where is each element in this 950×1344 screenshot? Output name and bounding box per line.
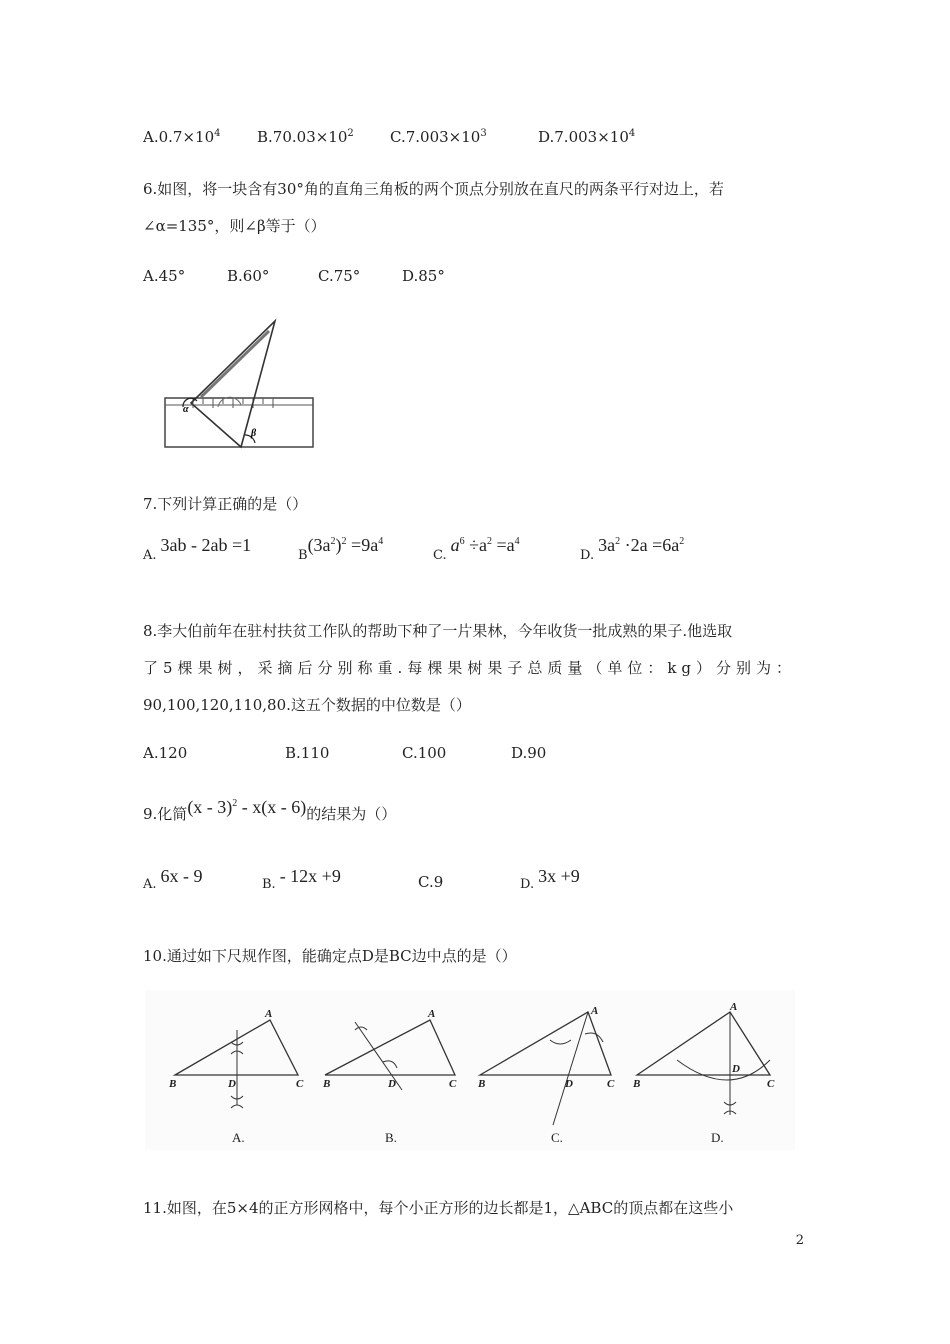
q9-option-b: B. - 12x +9 — [262, 866, 341, 892]
svg-text:C: C — [296, 1078, 304, 1090]
q7-stem: 7.下列计算正确的是（） — [143, 495, 308, 513]
q6-stem-line1: 6.如图，将一块含有30°角的直角三角板的两个顶点分别放在直尺的两条平行对边上，若 — [143, 180, 724, 198]
page-number: 2 — [795, 1233, 804, 1248]
q5-option-a: $A.0.7\times 10^4$ — [143, 128, 221, 146]
q8-option-c: C.100 — [402, 744, 447, 762]
q8-stem-line1: 8.李大伯前年在驻村扶贫工作队的帮助下种了一片果林，今年收货一批成熟的果子.他选取 — [143, 622, 733, 640]
svg-text:A: A — [265, 1008, 273, 1020]
q6-stem-line2: ∠α=135°，则∠β等于（） — [143, 217, 326, 235]
svg-text:C: C — [767, 1078, 775, 1090]
q7-option-b: $B(3a^2)^2 =9a^4$ — [298, 535, 384, 563]
svg-text:C: C — [607, 1078, 615, 1090]
alpha-label: α — [183, 404, 189, 415]
q8-option-a: A.120 — [143, 744, 188, 762]
q9-option-a: A. 6x - 9 — [143, 866, 203, 892]
q10-stem: 10.通过如下尺规作图，能确定点D是BC边中点的是（） — [143, 947, 517, 965]
svg-text:B: B — [633, 1078, 641, 1090]
svg-text:C: C — [449, 1078, 457, 1090]
q8-stem-line3: 90,100,120,110,80.这五个数据的中位数是（） — [143, 696, 471, 714]
q6-option-b: B.60° — [227, 267, 270, 285]
svg-text:A: A — [730, 1001, 738, 1013]
q9-option-c: C.9 — [418, 873, 444, 891]
q6-option-a: A.45° — [143, 267, 186, 285]
q11-stem-line1: 11.如图，在5×4的正方形网格中，每个小正方形的边长都是1，△ABC的顶点都在这些小 — [143, 1199, 734, 1217]
q6-option-c: C.75° — [318, 267, 361, 285]
q8-option-d: D.90 — [511, 744, 547, 762]
svg-text:B: B — [169, 1078, 177, 1090]
svg-text:D: D — [732, 1063, 740, 1075]
q7-option-d: $D.3a^2 \cdot 2a =6a^2$ — [580, 535, 685, 563]
q5-option-b: $B.70.03\times 10^2$ — [257, 128, 354, 146]
caption-a: A. — [232, 1130, 245, 1145]
q9-stem: 9.化简(x - 3)$^2$ - x(x - 6)的结果为（） — [143, 797, 397, 823]
q8-stem-line2: 了5棵果树，采摘后分别称重.每棵果树果子总质量（单位：kg）分别为： — [143, 659, 797, 677]
svg-text:D: D — [565, 1078, 573, 1090]
svg-text:A: A — [591, 1005, 599, 1017]
caption-c: C. — [551, 1130, 563, 1145]
q9-option-d: D. 3x +9 — [520, 866, 580, 892]
q7-option-c: $C.a^6 \div a^2 =a^4$ — [433, 535, 520, 563]
q7-option-a: A.3ab - 2ab =1 — [143, 535, 252, 563]
caption-d: D. — [711, 1130, 724, 1145]
svg-text:D: D — [228, 1078, 236, 1090]
q8-option-b: B.110 — [285, 744, 330, 762]
q5-option-c: $C.7.003\times 10^3$ — [390, 128, 487, 146]
svg-text:B: B — [478, 1078, 486, 1090]
beta-label: β — [251, 428, 257, 439]
q5-option-d: $D.7.003\times 10^4$ — [538, 128, 636, 146]
svg-text:D: D — [388, 1078, 396, 1090]
q6-figure-ruler-triangle — [163, 315, 318, 453]
svg-text:B: B — [323, 1078, 331, 1090]
q6-option-d: D.85° — [402, 267, 445, 285]
q10-figure-constructions — [145, 990, 795, 1150]
caption-b: B. — [385, 1130, 397, 1145]
svg-text:A: A — [428, 1008, 436, 1020]
